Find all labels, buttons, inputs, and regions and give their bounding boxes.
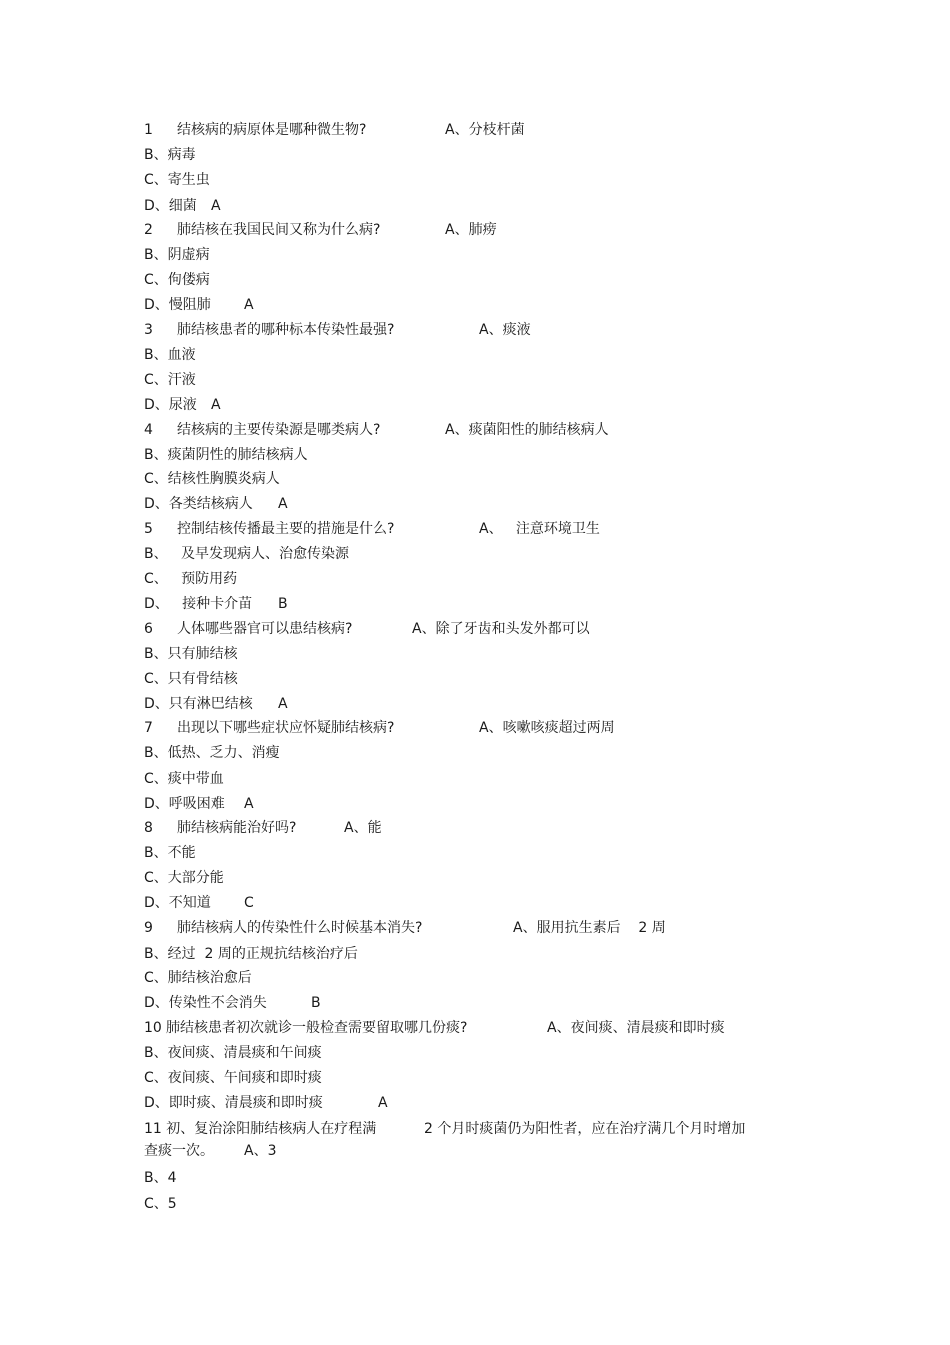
option-c (144, 967, 784, 989)
option-text: D、只有淋巴结核 (144, 696, 253, 712)
option-text: B、经过 2 周的正规抗结核治疗后 (144, 946, 358, 962)
question-text: 11 初、复治涂阳肺结核病人在疗程满 (144, 1121, 377, 1137)
option-text: B、 及早发现病人、治愈传染源 (144, 546, 349, 562)
option-text: D、不知道 (144, 895, 211, 911)
option-d (144, 394, 784, 416)
option-a: A、咳嗽咳痰超过两周 (479, 720, 615, 736)
question-text: 肺结核病人的传染性什么时候基本消失? (177, 920, 423, 936)
option-d (144, 1092, 784, 1114)
option-c (144, 1193, 784, 1215)
option-b (144, 842, 784, 864)
question-number: 7 (144, 720, 153, 736)
option-text: B、痰菌阴性的肺结核病人 (144, 447, 308, 463)
question-11-stem-line-1 (144, 1118, 784, 1140)
option-b (144, 144, 784, 166)
option-text: D、呼吸困难 (144, 796, 225, 812)
question-11-stem-line-2 (144, 1140, 784, 1162)
question-5-stem-line (144, 518, 784, 540)
option-b (144, 543, 784, 565)
option-c (144, 269, 784, 291)
option-d (144, 294, 784, 316)
answer-key: A (378, 1095, 388, 1111)
option-a: A、 注意环境卫生 (479, 521, 600, 537)
answer-key: A (278, 696, 288, 712)
option-text: B、不能 (144, 845, 196, 861)
question-number: 3 (144, 322, 153, 338)
option-b (144, 444, 784, 466)
option-a: A、痰菌阳性的肺结核病人 (445, 422, 609, 438)
option-text: C、汗液 (144, 372, 196, 388)
option-text: D、慢阻肺 (144, 297, 211, 313)
option-c (144, 568, 784, 590)
question-number: 9 (144, 920, 153, 936)
answer-key: A (211, 397, 221, 413)
option-text: C、佝偻病 (144, 272, 210, 288)
question-text: 出现以下哪些症状应怀疑肺结核病? (177, 720, 395, 736)
option-d (144, 195, 784, 217)
option-c (144, 169, 784, 191)
option-a: A、3 (244, 1143, 277, 1159)
option-b (144, 244, 784, 266)
question-9-stem-line (144, 917, 784, 939)
option-d (144, 892, 784, 914)
question-7-stem-line (144, 717, 784, 739)
question-number: 2 (144, 222, 153, 238)
option-text: B、低热、乏力、消瘦 (144, 745, 280, 761)
option-text: C、大部分能 (144, 870, 224, 886)
option-text: D、即时痰、清晨痰和即时痰 (144, 1095, 323, 1111)
option-a: A、肺痨 (445, 222, 497, 238)
option-text: B、夜间痰、清晨痰和午间痰 (144, 1045, 322, 1061)
option-c (144, 867, 784, 889)
question-6-stem-line (144, 618, 784, 640)
option-b (144, 643, 784, 665)
option-text: C、寄生虫 (144, 172, 210, 188)
answer-key: A (211, 198, 221, 214)
question-number: 5 (144, 521, 153, 537)
option-text: B、4 (144, 1170, 177, 1186)
question-1-stem-line (144, 119, 784, 141)
answer-key: A (244, 796, 254, 812)
option-text: C、只有骨结核 (144, 671, 238, 687)
option-a: A、痰液 (479, 322, 531, 338)
answer-key: C (244, 895, 254, 911)
option-d (144, 693, 784, 715)
option-b (144, 1042, 784, 1064)
option-d (144, 992, 784, 1014)
option-text: C、结核性胸膜炎病人 (144, 471, 280, 487)
answer-key: B (311, 995, 321, 1011)
option-b (144, 344, 784, 366)
question-8-stem-line (144, 817, 784, 839)
question-text: 人体哪些器官可以患结核病? (177, 621, 353, 637)
question-text: 控制结核传播最主要的措施是什么? (177, 521, 395, 537)
option-text: B、血液 (144, 347, 196, 363)
question-text: 查痰一次。 (144, 1143, 214, 1159)
option-text: D、各类结核病人 (144, 496, 253, 512)
question-text: 结核病的主要传染源是哪类病人? (177, 422, 381, 438)
option-d (144, 593, 784, 615)
option-b (144, 742, 784, 764)
option-text: B、病毒 (144, 147, 196, 163)
option-a: A、能 (344, 820, 382, 836)
option-b (144, 943, 784, 965)
question-text: 肺结核患者初次就诊一般检查需要留取哪几份痰? (166, 1020, 468, 1036)
answer-key: A (278, 496, 288, 512)
option-b (144, 1167, 784, 1189)
answer-key: A (244, 297, 254, 313)
option-text: C、痰中带血 (144, 771, 224, 787)
question-number: 4 (144, 422, 153, 438)
option-c (144, 1067, 784, 1089)
question-10-stem-line (144, 1017, 784, 1039)
option-c (144, 468, 784, 490)
question-number: 8 (144, 820, 153, 836)
question-number: 6 (144, 621, 153, 637)
option-a: A、服用抗生素后 2 周 (513, 920, 666, 936)
option-a: A、分枝杆菌 (445, 122, 525, 138)
option-text: B、只有肺结核 (144, 646, 238, 662)
option-d (144, 493, 784, 515)
option-text: C、肺结核治愈后 (144, 970, 252, 986)
option-text: D、细菌 (144, 198, 197, 214)
option-a: A、夜间痰、清晨痰和即时痰 (547, 1020, 725, 1036)
question-number: 1 (144, 122, 153, 138)
question-text: 肺结核病能治好吗? (177, 820, 297, 836)
answer-key: B (278, 596, 288, 612)
option-c (144, 768, 784, 790)
option-c (144, 668, 784, 690)
question-text: 肺结核患者的哪种标本传染性最强? (177, 322, 395, 338)
question-text: 肺结核在我国民间又称为什么病? (177, 222, 381, 238)
question-4-stem-line (144, 419, 784, 441)
option-text: D、 接种卡介苗 (144, 596, 253, 612)
question-text: 结核病的病原体是哪种微生物? (177, 122, 367, 138)
option-text: B、阴虚病 (144, 247, 210, 263)
question-text-continued: 2 个月时痰菌仍为阳性者，应在治疗满几个月时增加 (424, 1121, 746, 1137)
option-text: D、尿液 (144, 397, 197, 413)
question-3-stem-line (144, 319, 784, 341)
question-2-stem-line (144, 219, 784, 241)
option-text: C、5 (144, 1196, 177, 1212)
option-text: D、传染性不会消失 (144, 995, 267, 1011)
option-text: C、夜间痰、午间痰和即时痰 (144, 1070, 322, 1086)
option-d (144, 793, 784, 815)
option-c (144, 369, 784, 391)
option-text: C、 预防用药 (144, 571, 238, 587)
option-a: A、除了牙齿和头发外都可以 (412, 621, 590, 637)
question-number: 10 (144, 1020, 162, 1036)
